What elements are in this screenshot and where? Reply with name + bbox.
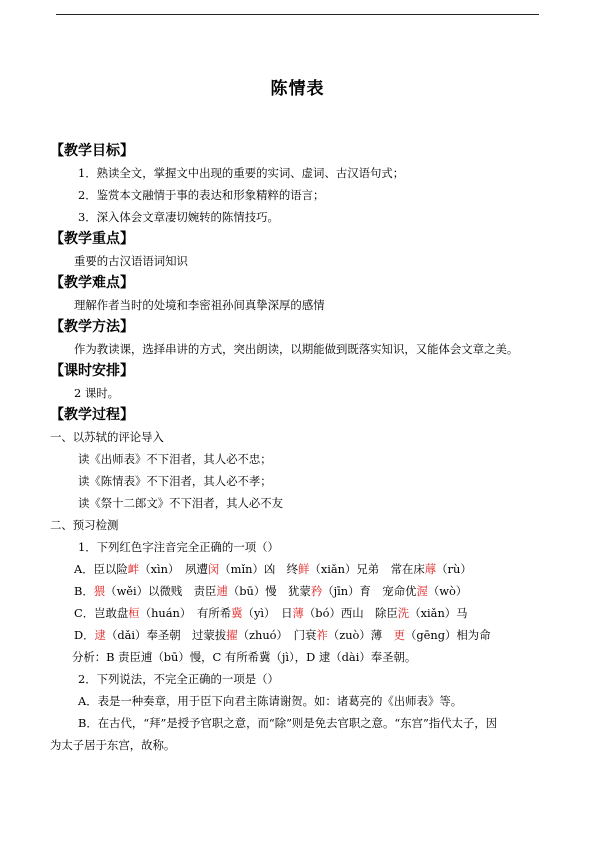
- option-c-text: （bó）西山 除臣: [303, 606, 398, 620]
- method-heading: 【教学方法】: [50, 319, 134, 335]
- goal-item: 1．熟读全文，掌握文中出现的重要的实词、虚词、古汉语句式；: [78, 166, 405, 180]
- analysis-text: 分析：B 责臣逋（bū）慢，C 有所希冀（jì），D 逮（dài）奉圣朝。: [72, 650, 417, 664]
- quote-line: 读《祭十二郎文》不下泪者，其人必不友: [78, 496, 284, 510]
- option-c-red-char: 桓: [128, 606, 140, 620]
- option-c-red-char: 薄: [292, 606, 304, 620]
- schedule-heading: 【课时安排】: [50, 363, 134, 379]
- option-d: [58, 624, 548, 646]
- question-2-option-b-continued: 为太子居于东宫，故称。: [50, 738, 176, 752]
- option-b-red-char: 矜: [310, 584, 323, 598]
- option-d-text: （gēng）相为命: [404, 628, 491, 642]
- option-a: [58, 558, 548, 580]
- option-c-red-char: 冀: [231, 606, 243, 620]
- option-a-text: （rù）: [436, 562, 472, 576]
- option-d-text: D．: [74, 628, 95, 642]
- option-b-text: B．: [74, 584, 94, 598]
- option-c-text: （yì） 日: [242, 606, 293, 620]
- option-d-text: （dǎi）奉圣朝 过蒙拔: [105, 628, 227, 642]
- header-rule: [56, 14, 539, 15]
- process-heading: 【教学过程】: [50, 407, 134, 423]
- option-b-red-char: 猥: [93, 584, 106, 598]
- option-a-text: （mǐn）凶 终: [219, 562, 299, 576]
- difficulty-text: 理解作者当时的处境和李密祖孙间真挚深厚的感情: [74, 298, 325, 312]
- option-c: [58, 602, 548, 624]
- option-c-text: （huán） 有所希: [139, 606, 232, 620]
- option-d-text: （zhuó） 门衰: [237, 628, 317, 642]
- option-d-red-char: 祚: [316, 628, 328, 642]
- page-title: 陈情表: [270, 79, 325, 99]
- goal-item: 3．深入体会文章凄切婉转的陈情技巧。: [78, 210, 279, 224]
- document-body: [50, 140, 548, 756]
- option-c-red-char: 洗: [397, 606, 410, 620]
- section-one-title: 一、以苏轼的评论导入: [50, 430, 164, 444]
- goals-heading: 【教学目标】: [50, 143, 134, 159]
- question-2-option-a: A．表是一种奏章，用于臣下向君主陈请谢贺。如：诸葛亮的《出师表》等。: [78, 694, 463, 708]
- option-a-red-char: 蓐: [424, 562, 437, 576]
- option-a-text: （xiǎn）兄弟 常在床: [309, 562, 425, 576]
- question-2-option-b: B．在古代，“拜”是授予官职之意，而“除”则是免去官职之意。“东宫”指代太子，因: [78, 716, 498, 730]
- option-b-text: （wò）: [427, 584, 468, 598]
- option-c-text: C．岂敢盘: [74, 606, 129, 620]
- option-b-text: （jīn）育 宠命优: [322, 584, 417, 598]
- quote-line: 读《陈情表》不下泪者，其人必不孝；: [78, 474, 272, 488]
- option-b-text: （bū）慢 犹蒙: [227, 584, 311, 598]
- option-b-red-char: 渥: [416, 584, 428, 598]
- option-d-red-char: 更: [393, 628, 405, 642]
- option-d-text: （zuò）薄: [327, 628, 394, 642]
- option-b-red-char: 逋: [216, 584, 228, 598]
- quote-line: 读《出师表》不下泪者，其人必不忠；: [78, 452, 272, 466]
- question-2: 2．下列说法，不完全正确的一项是（）: [78, 672, 279, 686]
- focus-heading: 【教学重点】: [50, 231, 134, 247]
- option-a-red-char: 鲜: [298, 562, 310, 576]
- option-a-text: A．臣以险: [74, 562, 128, 576]
- option-a-red-char: 闵: [207, 562, 220, 576]
- option-d-red-char: 逮: [94, 628, 106, 642]
- difficulty-heading: 【教学难点】: [50, 275, 134, 291]
- option-b-text: （wěi）以微贱 责臣: [105, 584, 217, 598]
- question-1: 1．下列红色字注音完全正确的一项（）: [78, 540, 279, 554]
- method-text: 作为教读课，选择串讲的方式，突出朗读，以期能做到既落实知识，又能体会文章之美。: [74, 342, 519, 356]
- option-b: [58, 580, 548, 602]
- section-two-title: 二、预习检测: [50, 518, 119, 532]
- option-d-red-char: 擢: [226, 628, 238, 642]
- option-a-red-char: 衅: [127, 562, 140, 576]
- goal-item: 2．鉴赏本文融情于事的表达和形象精粹的语言；: [78, 188, 325, 202]
- option-c-text: （xiǎn）马: [409, 606, 468, 620]
- focus-text: 重要的古汉语语词知识: [74, 254, 188, 268]
- option-a-text: （xìn） 夙遭: [139, 562, 208, 576]
- schedule-text: 2 课时。: [74, 386, 120, 400]
